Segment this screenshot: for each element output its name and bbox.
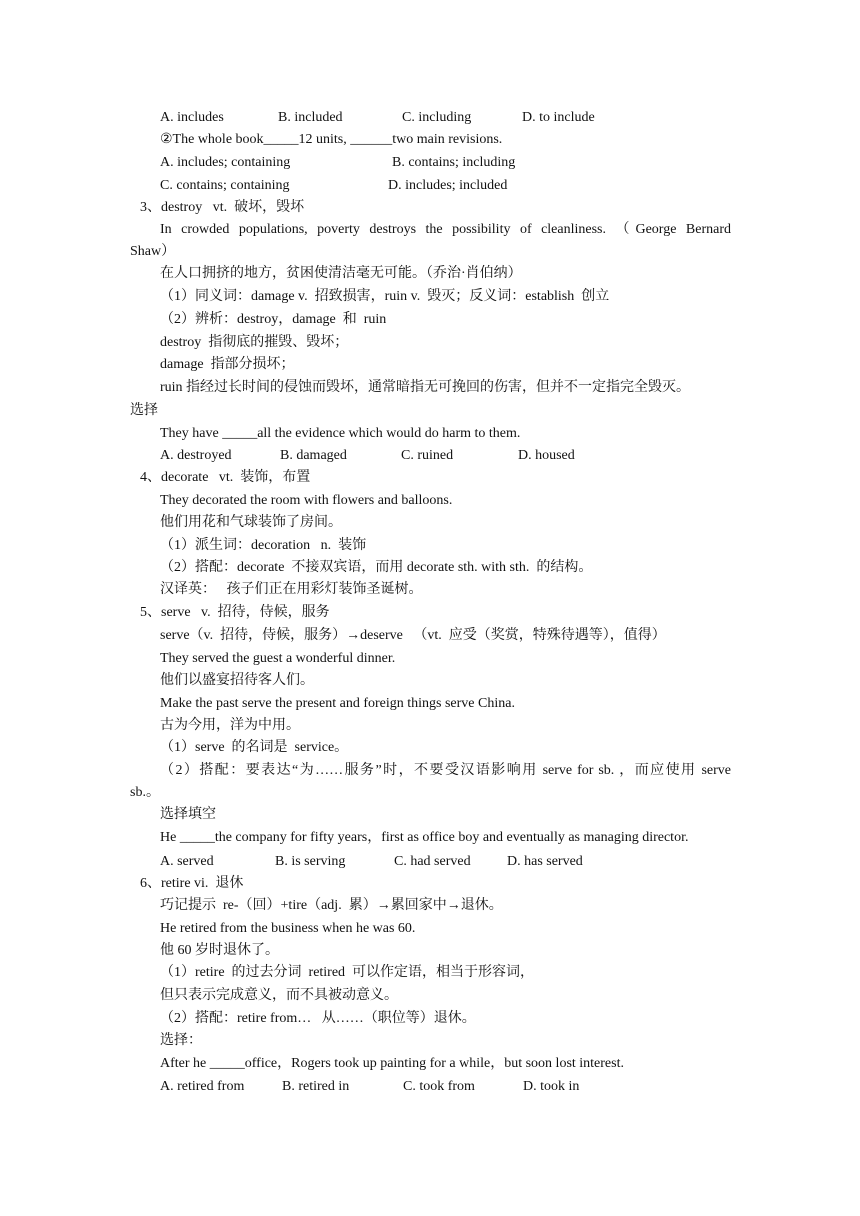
- question-evidence: They have _____all the evidence which would do harm to them.: [160, 426, 521, 441]
- option-b: B. damaged: [280, 448, 347, 463]
- collocation-serve-cont: sb.。: [130, 785, 160, 800]
- option-d: D. housed: [518, 448, 575, 463]
- option-a: A. includes: [160, 110, 224, 125]
- example-decorate: They decorated the room with flowers and balloons.: [160, 493, 453, 508]
- destroy-meaning: destroy 指彻底的摧毁、毁坏；: [160, 335, 349, 350]
- example-retire-translation: 他 60 岁时退休了。: [160, 943, 279, 958]
- option-c: C. including: [402, 110, 472, 125]
- serve-noun: （1）serve 的名词是 service。: [160, 740, 349, 755]
- retired-participle: （1）retire 的过去分词 retired 可以作定语，相当于形容词，: [160, 965, 535, 980]
- question-rogers: After he _____office，Rogers took up painting for a while，but soon lost interest.: [160, 1056, 624, 1071]
- example-serve: They served the guest a wonderful dinner.: [160, 651, 396, 666]
- option-b: B. retired in: [282, 1079, 350, 1094]
- option-b: B. is serving: [275, 854, 346, 869]
- option-a: A. served: [160, 854, 214, 869]
- heading-destroy: 3、destroy vt. 破坏，毁坏: [140, 200, 305, 215]
- collocation-decorate: （2）搭配：decorate 不接双宾语，而用 decorate sth. with sth. 的结构。: [160, 560, 593, 575]
- option-b: B. included: [278, 110, 343, 125]
- option-c: C. contains; containing: [160, 178, 290, 193]
- example-retire: He retired from the business when he was 60.: [160, 921, 416, 936]
- option-a: A. includes; containing: [160, 155, 291, 170]
- retired-meaning: 但只表示完成意义，而不具被动意义。: [160, 988, 398, 1003]
- example-serve-2-translation: 古为今用，洋为中用。: [160, 718, 300, 733]
- option-d: D. includes; included: [388, 178, 508, 193]
- collocation-retire: （2）搭配：retire from… 从……（职位等）退休。: [160, 1011, 476, 1026]
- choose-label: 选择: [130, 403, 158, 418]
- option-d: D. took in: [523, 1079, 580, 1094]
- distinction-line: （2）辨析：destroy，damage 和 ruin: [160, 312, 387, 327]
- quote-shaw-cont: Shaw）: [130, 244, 176, 259]
- option-a: A. destroyed: [160, 448, 232, 463]
- memory-tip: 巧记提示 re-（回）+tire（adj. 累）→累回家中→退休。: [160, 898, 503, 913]
- question-whole-book: ②The whole book_____12 units, ______two main revisions.: [160, 132, 503, 147]
- option-d: D. to include: [522, 110, 595, 125]
- option-a: A. retired from: [160, 1079, 245, 1094]
- option-c: C. ruined: [401, 448, 454, 463]
- option-b: B. contains; including: [392, 155, 516, 170]
- example-decorate-translation: 他们用花和气球装饰了房间。: [160, 515, 342, 530]
- serve-deserve: serve（v. 招待，侍候，服务）→deserve （vt. 应受（奖赏，特殊待遇等），值得）: [160, 628, 666, 643]
- heading-decorate: 4、decorate vt. 装饰，布置: [140, 470, 311, 485]
- option-c: C. had served: [394, 854, 471, 869]
- synonyms-line: （1）同义词：damage v. 招致损害，ruin v. 毁灭；反义词：establish 创立: [160, 289, 610, 304]
- option-c: C. took from: [403, 1079, 475, 1094]
- options-row-retire: [160, 1078, 580, 1186]
- collocation-serve: （2）搭配：要表达“为……服务”时，不要受汉语影响用 serve for sb. ，而应使用 serve: [160, 763, 731, 778]
- question-company: He _____the company for fifty years，first as office boy and eventually as managing director.: [160, 830, 689, 845]
- fill-blank-label: 选择填空: [160, 807, 216, 822]
- example-serve-2: Make the past serve the present and foreign things serve China.: [160, 696, 515, 711]
- heading-retire: 6、retire vi. 退休: [140, 876, 244, 891]
- derivative-line: （1）派生词：decoration n. 装饰: [160, 538, 367, 553]
- quote-translation: 在人口拥挤的地方，贫困使清洁毫无可能。（乔治·肖伯纳）: [160, 266, 522, 281]
- translate-exercise: 汉译英： 孩子们正在用彩灯装饰圣诞树。: [160, 582, 423, 597]
- choose-label-2: 选择：: [160, 1033, 202, 1048]
- heading-serve: 5、serve v. 招待，侍候，服务: [140, 605, 330, 620]
- quote-shaw: In crowded populations, poverty destroys the possibility of cleanliness. （George Bernard: [160, 222, 731, 237]
- option-d: D. has served: [507, 854, 583, 869]
- example-serve-translation: 他们以盛宴招待客人们。: [160, 673, 314, 688]
- ruin-meaning: ruin 指经过长时间的侵蚀而毁坏，通常暗指无可挽回的伤害，但并不一定指完全毁灭。: [160, 380, 691, 395]
- damage-meaning: damage 指部分损坏；: [160, 357, 295, 372]
